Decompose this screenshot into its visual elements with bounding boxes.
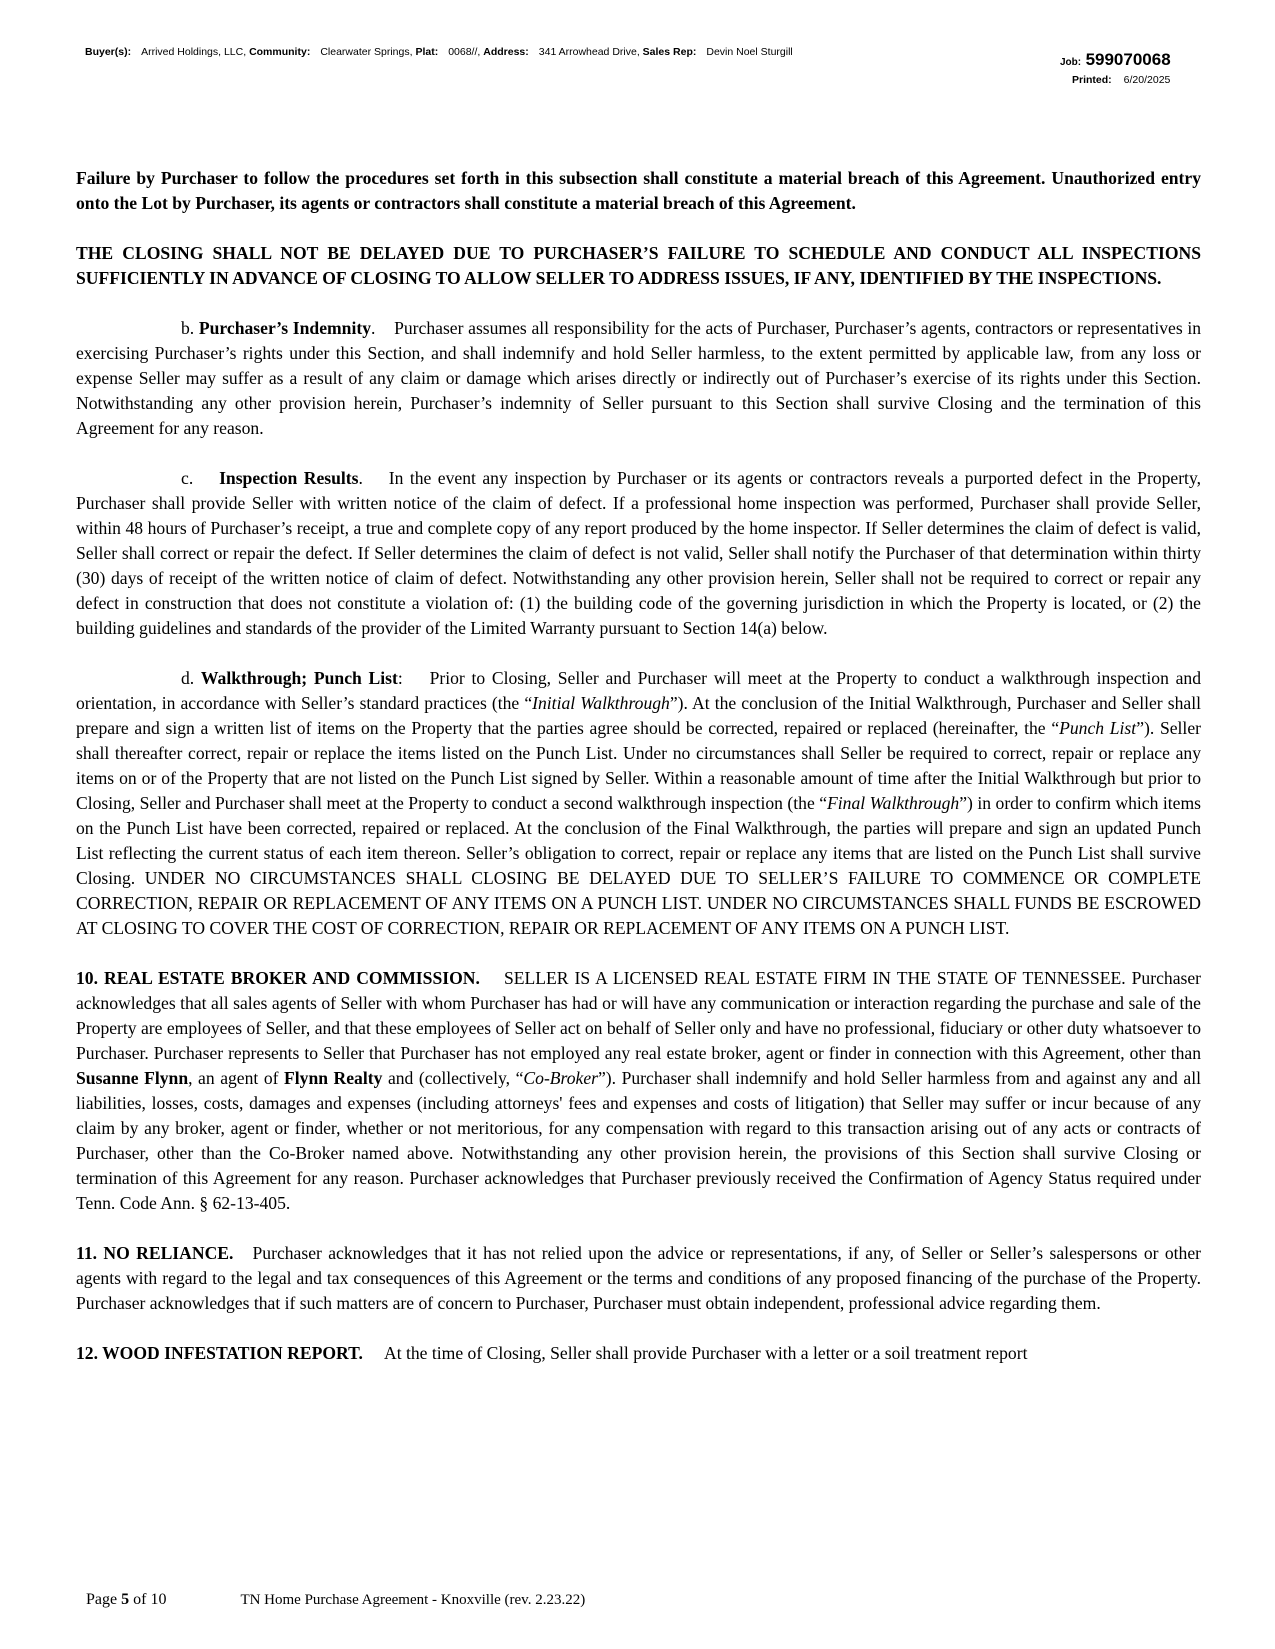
section-12-text: At the time of Closing, Seller shall provide Purchaser with a letter or a soil treatment report: [383, 1343, 1028, 1363]
section-12-title: 12. WOOD INFESTATION REPORT.: [76, 1343, 363, 1363]
document-title: TN Home Purchase Agreement - Knoxville (rev. 2.23.22): [240, 1592, 586, 1608]
printed-info: [1072, 74, 1170, 86]
plat-value: 0068//,: [448, 46, 481, 58]
page-footer: [86, 1591, 585, 1609]
section-11-text: Purchaser acknowledges that it has not relied upon the advice or representations, if any, of Seller or Seller’s salespersons or other agents with regard to the legal and tax consequences of this Agreement or the terms and conditions of any proposed financing of the purchase of the Property. Purchaser acknowledges that if such matters are of concern to Purchaser, Purchaser must obtain independent, professional advice regarding them.: [76, 1243, 1201, 1313]
section-10-text-2: , an agent of: [188, 1068, 279, 1088]
firm-name: Flynn Realty: [284, 1068, 383, 1088]
community-value: Clearwater Springs,: [320, 46, 413, 58]
section-10-text-3: and (collectively, “: [387, 1068, 524, 1088]
section-10-broker: [76, 966, 1201, 1216]
section-c-text: In the event any inspection by Purchaser or its agents or contractors reveals a purported defect in the Property, Purchaser shall provide Seller with written notice of the claim of defect. If a professional home inspection was performed, Purchaser shall provide Seller, within 48 hours of Purchaser’s receipt, a true and complete copy of any report produced by the home inspector. If Seller determines the claim of defect is valid, Seller shall correct or repair the defect. If Seller determines the claim of defect is not valid, Seller shall notify the Purchaser of that determination within thirty (30) days of receipt of the written notice of claim of defect. Notwithstanding any other provision herein, Seller shall not be required to correct or repair any defect in construction that does not constitute a violation of: (1) the building code of the governing jurisdiction in which the Property is located, or (2) the building guidelines and standards of the provider of the Limited Warranty pursuant to Section 14(a) below.: [76, 468, 1202, 638]
of-word: of: [133, 1591, 147, 1608]
job-number: 599070068: [1085, 50, 1171, 69]
section-d-walkthrough: d. Walkthrough; Punch List: Prior to Closing, Seller and Purchaser will meet at the Property to conduct a walkthrough inspection and orientation, in accordance with Seller’s standard practices (the “Initial Walkthrough”). At the conclusion of the Initial Walkthrough, Purchaser and Seller shall prepare and sign a written list of items on the Property that the parties agree should be corrected, repaired or replaced (hereinafter, the “Punch List”). Seller shall thereafter correct, repair or replace the items listed on the Punch List. Under no circumstances shall Seller be required to correct, repair or replace any items on or of the Property that are not listed on the Punch List signed by Seller. Within a reasonable amount of time after the Initial Walkthrough but prior to Closing, Seller and Purchaser shall meet at the Property to conduct a second walkthrough inspection (the “Final Walkthrough”) in order to confirm which items on the Punch List have been corrected, repaired or replaced. At the conclusion of the Final Walkthrough, the parties will prepare and sign an updated Punch List reflecting the current status of each item thereon. Seller’s obligation to correct, repair or replace any items that are listed on the Punch List shall survive Closing. UNDER NO CIRCUMSTANCES SHALL CLOSING BE DELAYED DUE TO SELLER’S FAILURE TO COMMENCE OR COMPLETE CORRECTION, REPAIR OR REPLACEMENT OF ANY ITEMS ON A PUNCH LIST. UNDER NO CIRCUMSTANCES SHALL FUNDS BE ESCROWED AT CLOSING TO COVER THE COST OF CORRECTION, REPAIR OR REPLACEMENT OF ANY ITEMS ON A PUNCH LIST.: [76, 668, 1202, 938]
section-10-title: 10. REAL ESTATE BROKER AND COMMISSION.: [76, 968, 480, 988]
agent-name: Susanne Flynn: [76, 1068, 189, 1088]
term-initial-walkthrough: Initial Walkthrough: [532, 693, 670, 713]
printed-label: Printed:: [1072, 74, 1112, 86]
job-label: Job:: [1060, 57, 1082, 68]
job-info: [1060, 50, 1171, 70]
section-d-text-3: ”). Seller shall thereafter correct, repair or replace the items listed on the Punch List. Under no circumstances shall Seller be required to correct, repair or replace any items on or of the Property that are not listed on the Punch List signed by Seller. Within a reasonable amount of time after the Initial Walkthrough but prior to Closing, Seller and Purchaser shall meet at the Property to conduct a second walkthrough inspection (the “: [76, 718, 1201, 813]
section-c-inspection-results: c. Inspection Results. In the event any inspection by Purchaser or its agents or contractors reveals a purported defect in the Property, Purchaser shall provide Seller with written notice of the claim of defect. If a professional home inspection was performed, Purchaser shall provide Seller, within 48 hours of Purchaser’s receipt, a true and complete copy of any report produced by the home inspector. If Seller determines the claim of defect is valid, Seller shall correct or repair the defect. If Seller determines the claim of defect is not valid, Seller shall notify the Purchaser of that determination within thirty (30) days of receipt of the written notice of claim of defect. Notwithstanding any other provision herein, Seller shall not be required to correct or repair any defect in construction that does not constitute a violation of: (1) the building code of the governing jurisdiction in which the Property is located, or (2) the building guidelines and standards of the provider of the Limited Warranty pursuant to Section 14(a) below.: [76, 468, 1202, 638]
address-label: Address:: [483, 46, 529, 58]
plat-label: Plat:: [415, 46, 439, 58]
header-info: [85, 46, 793, 58]
section-b-title: Purchaser’s Indemnity: [198, 318, 372, 338]
section-d-text-2: ”). At the conclusion of the Initial Walkthrough, Purchaser and Seller shall prepare and sign a written list of items on the Property that the parties agree should be corrected, repaired or replaced (hereinafter, the “: [76, 693, 1201, 738]
section-12-wood-infestation: [76, 1341, 1201, 1366]
page-number: 5: [121, 1591, 130, 1608]
section-c-letter: c: [181, 468, 189, 488]
term-final-walkthrough: Final Walkthrough: [827, 793, 960, 813]
buyer-value: Arrived Holdings, LLC,: [141, 46, 247, 58]
section-c-title: Inspection Results: [219, 468, 359, 488]
document-body: [76, 166, 1201, 1391]
section-11-no-reliance: [76, 1241, 1201, 1316]
page-total: 10: [150, 1591, 167, 1608]
section-10-text-1: SELLER IS A LICENSED REAL ESTATE FIRM IN THE STATE OF TENNESSEE. Purchaser acknowledges that all sales agents of Seller with whom Purchaser has had or will have any communication or interaction regarding the purchase and sale of the Property are employees of Seller, and that these employees of Seller act on behalf of Seller only and have no professional, fiduciary or other duty whatsoever to Purchaser. Purchaser represents to Seller that Purchaser has not employed any real estate broker, agent or finder in connection with this Agreement, other than: [76, 968, 1202, 1063]
section-b-letter: b: [181, 318, 190, 338]
section-d-letter: d: [181, 668, 190, 688]
term-co-broker: Co-Broker: [523, 1068, 598, 1088]
buyer-label: Buyer(s):: [85, 46, 132, 58]
salesrep-value: Devin Noel Sturgill: [706, 46, 793, 58]
section-d-text-1: Prior to Closing, Seller and Purchaser will meet at the Property to conduct a walkthrough inspection and orientation, in accordance with Seller’s standard practices (the “: [76, 668, 1202, 713]
paragraph-closing-not-delayed: THE CLOSING SHALL NOT BE DELAYED DUE TO PURCHASER’S FAILURE TO SCHEDULE AND CONDUCT ALL INSPECTIONS SUFFICIENTLY IN ADVANCE OF CLOSING TO ALLOW SELLER TO ADDRESS ISSUES, IF ANY, IDENTIFIED BY THE INSPECTIONS.: [76, 243, 1201, 288]
section-10-text-4: ”). Purchaser shall indemnify and hold Seller harmless from and against any and all liabilities, losses, costs, damages and expenses (including attorneys' fees and expenses and costs of litigation) that Seller may suffer or incur because of any claim by any broker, agent or finder, whether or not meritorious, for any compensation with regard to this transaction arising out of any acts or contracts of Purchaser, other than the Co-Broker named above. Notwithstanding any other provision herein, the provisions of this Section shall survive Closing or termination of this Agreement for any reason. Purchaser acknowledges that Purchaser previously received the Confirmation of Agency Status required under Tenn. Code Ann. § 62-13-405.: [76, 1068, 1201, 1213]
printed-date: 6/20/2025: [1123, 74, 1171, 86]
salesrep-label: Sales Rep:: [642, 46, 697, 58]
section-d-text-4: ”) in order to confirm which items on the Punch List have been corrected, repaired or replaced. At the conclusion of the Final Walkthrough, the parties will prepare and sign an updated Punch List reflecting the current status of each item thereon. Seller’s obligation to correct, repair or replace any items that are listed on the Punch List shall survive Closing. UNDER NO CIRCUMSTANCES SHALL CLOSING BE DELAYED DUE TO SELLER’S FAILURE TO COMMENCE OR COMPLETE CORRECTION, REPAIR OR REPLACEMENT OF ANY ITEMS ON A PUNCH LIST. UNDER NO CIRCUMSTANCES SHALL FUNDS BE ESCROWED AT CLOSING TO COVER THE COST OF CORRECTION, REPAIR OR REPLACEMENT OF ANY ITEMS ON A PUNCH LIST.: [76, 793, 1201, 938]
page-word: Page: [86, 1591, 118, 1608]
paragraph-material-breach: Failure by Purchaser to follow the procedures set forth in this subsection shall constitute a material breach of this Agreement. Unauthorized entry onto the Lot by Purchaser, its agents or contractors shall constitute a material breach of this Agreement.: [76, 168, 1201, 213]
section-b-purchasers-indemnity: b. Purchaser’s Indemnity. Purchaser assumes all responsibility for the acts of Purchaser, Purchaser’s agents, contractors or representatives in exercising Purchaser’s rights under this Section, and shall indemnify and hold Seller harmless, to the extent permitted by applicable law, from any loss or expense Seller may suffer as a result of any claim or damage which arises directly or indirectly out of Purchaser’s exercise of its rights under this Section. Notwithstanding any other provision herein, Purchaser’s indemnity of Seller pursuant to this Section shall survive Closing and the termination of this Agreement for any reason.: [76, 318, 1202, 438]
section-d-title: Walkthrough; Punch List: [200, 668, 398, 688]
section-11-title: 11. NO RELIANCE.: [76, 1243, 234, 1263]
section-b-text: Purchaser assumes all responsibility for the acts of Purchaser, Purchaser’s agents, contractors or representatives in exercising Purchaser’s rights under this Section, and shall indemnify and hold Seller harmless, to the extent permitted by applicable law, from any loss or expense Seller may suffer as a result of any claim or damage which arises directly or indirectly out of Purchaser’s exercise of its rights under this Section. Notwithstanding any other provision herein, Purchaser’s indemnity of Seller pursuant to this Section shall survive Closing and the termination of this Agreement for any reason.: [76, 318, 1202, 438]
term-punch-list: Punch List: [1059, 718, 1137, 738]
address-value: 341 Arrowhead Drive,: [538, 46, 640, 58]
community-label: Community:: [249, 46, 311, 58]
